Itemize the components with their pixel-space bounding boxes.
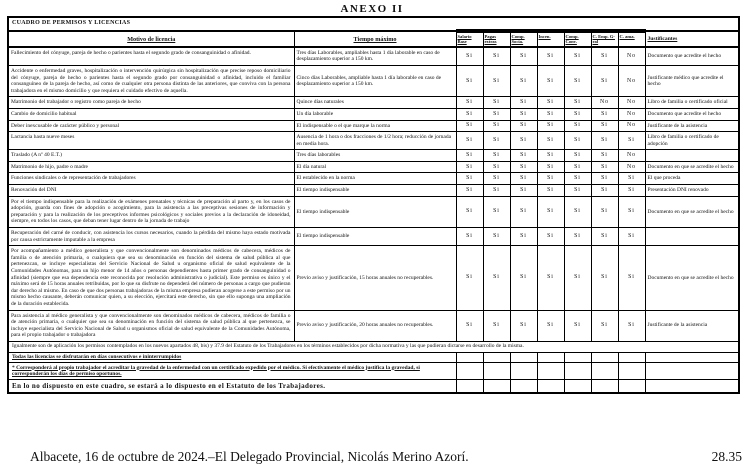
empty-cell xyxy=(537,363,564,380)
table-row xyxy=(8,196,739,227)
value-cell: Si xyxy=(564,310,591,341)
value-cell: No xyxy=(618,150,645,162)
value-cell: Si xyxy=(456,310,483,341)
value-cell: Si xyxy=(537,196,564,227)
tiempo-cell: Un día laborable xyxy=(294,108,456,120)
tiempo-cell: El día natural xyxy=(294,161,456,173)
value-cell: Si xyxy=(537,47,564,66)
value-cell: Si xyxy=(510,196,537,227)
value-cell: Si xyxy=(456,132,483,150)
header-tiempo: Tiempo máximo xyxy=(294,31,456,47)
value-cell: Si xyxy=(591,65,618,96)
value-cell: Si xyxy=(483,120,510,132)
table-row xyxy=(8,108,739,120)
note-row xyxy=(8,363,739,380)
value-cell: Si xyxy=(456,150,483,162)
value-cell: Si xyxy=(591,120,618,132)
empty-cell xyxy=(456,352,483,363)
value-cell: Si xyxy=(510,97,537,109)
value-cell: Si xyxy=(564,132,591,150)
value-cell: Si xyxy=(537,65,564,96)
empty-cell xyxy=(537,352,564,363)
motivo-cell: Fallecimiento del cónyuge, pareja de hecho o parientes hasta el segundo grado de consanguinidad o afinidad. xyxy=(8,47,294,66)
value-cell: Si xyxy=(618,246,645,310)
justificante-cell: Documento que acredite el hecho xyxy=(645,108,739,120)
note-text: Todas las licencias se disfrutarán en días consecutivos e ininterrumpidos xyxy=(8,352,456,363)
empty-cell xyxy=(591,352,618,363)
value-cell: Si xyxy=(537,132,564,150)
value-cell: Si xyxy=(618,310,645,341)
table-row xyxy=(8,173,739,185)
value-cell: Si xyxy=(483,228,510,246)
value-cell: Si xyxy=(591,150,618,162)
motivo-cell: Traslado (A nº 40 E.T.) xyxy=(8,150,294,162)
value-cell: Si xyxy=(510,150,537,162)
value-cell: Si xyxy=(564,196,591,227)
value-cell: No xyxy=(618,97,645,109)
note-text: En lo no dispuesto en este cuadro, se estará a lo dispuesto en el Estatuto de los Trabajadores. xyxy=(8,380,456,393)
value-cell: Si xyxy=(456,185,483,197)
empty-cell xyxy=(510,380,537,393)
tiempo-cell: El tiempo indispensable xyxy=(294,185,456,197)
header-motivo: Motivo de licencia xyxy=(8,31,294,47)
value-cell: Si xyxy=(483,161,510,173)
value-cell: Si xyxy=(591,108,618,120)
justificante-cell: Justificante médico que acredite el hecho xyxy=(645,65,739,96)
value-cell: Si xyxy=(483,97,510,109)
value-cell: Si xyxy=(564,228,591,246)
value-cell: Si xyxy=(564,47,591,66)
empty-cell xyxy=(537,380,564,393)
value-cell: Si xyxy=(618,228,645,246)
motivo-cell: Funciones sindicales o de representación de trabajadores xyxy=(8,173,294,185)
empty-cell xyxy=(564,363,591,380)
tiempo-cell: Tres días Laborables, ampliables hasta 1 día laborable en caso de desplazamiento superior a 150 km. xyxy=(294,47,456,66)
motivo-cell: Por el tiempo indispensable para la realización de exámenes prenatales y técnicas de preparación al parto y, en los casos de adopción, guarda con fines de adopción o acogimiento, para la asistencia a las preceptivas sesiones de información y preparación y para la realización de los preceptivos informes psicológicos y sociales previos a la declaración de idoneidad, siempre, en todos los casos, que deban tener lugar dentro de la jornada de trabajo xyxy=(8,196,294,227)
value-cell: Si xyxy=(564,120,591,132)
motivo-cell: Lactancia hasta nueve meses xyxy=(8,132,294,150)
value-cell: Si xyxy=(618,196,645,227)
value-cell: Si xyxy=(537,246,564,310)
empty-cell xyxy=(618,352,645,363)
empty-cell xyxy=(510,363,537,380)
value-cell: Si xyxy=(456,108,483,120)
value-cell: Si xyxy=(483,246,510,310)
justificante-cell: El que proceda xyxy=(645,173,739,185)
motivo-cell: Matrimonio de hijo, padre o madre xyxy=(8,161,294,173)
motivo-cell: Matrimonio del trabajador o registro como pareja de hecho xyxy=(8,97,294,109)
value-cell: Si xyxy=(591,196,618,227)
value-cell: Si xyxy=(618,132,645,150)
value-cell: Si xyxy=(537,161,564,173)
document-number: 28.35 xyxy=(711,449,742,464)
value-cell: Si xyxy=(510,108,537,120)
justificante-cell: Documento en que se acredite el hecho xyxy=(645,161,739,173)
table-row xyxy=(8,246,739,310)
value-cell: Si xyxy=(591,173,618,185)
signature-text: Albacete, 16 de octubre de 2024.–El Delegado Provincial, Nicolás Merino Azorí. xyxy=(30,449,469,464)
value-cell: Si xyxy=(483,108,510,120)
value-cell: Si xyxy=(483,196,510,227)
value-cell: Si xyxy=(510,185,537,197)
tiempo-cell: Cinco días Laborables, ampliable hasta 1 día laborable en caso de desplazamiento superior a 150 km. xyxy=(294,65,456,96)
value-cell: Si xyxy=(591,310,618,341)
value-cell: No xyxy=(591,97,618,109)
value-cell: Si xyxy=(591,132,618,150)
value-cell: Si xyxy=(537,310,564,341)
tiempo-cell: Tres días laborables xyxy=(294,150,456,162)
tiempo-cell: Previo aviso y justificación, 15 horas anuales no recuperables. xyxy=(294,246,456,310)
value-cell: Si xyxy=(483,47,510,66)
justificante-cell xyxy=(645,150,739,162)
empty-cell xyxy=(564,380,591,393)
empty-cell xyxy=(564,352,591,363)
table-row xyxy=(8,310,739,341)
value-cell: Si xyxy=(564,65,591,96)
justificante-cell xyxy=(645,228,739,246)
value-cell: Si xyxy=(591,246,618,310)
table-row xyxy=(8,132,739,150)
justificante-cell: Documento en que se acredite el hecho xyxy=(645,196,739,227)
note-row xyxy=(8,380,739,393)
tiempo-cell: El tiempo indispensable xyxy=(294,196,456,227)
value-cell: Si xyxy=(591,228,618,246)
value-cell: Si xyxy=(537,173,564,185)
table-row xyxy=(8,97,739,109)
value-cell: Si xyxy=(510,65,537,96)
empty-cell xyxy=(483,380,510,393)
tiempo-cell: Ausencia de 1 hora o dos fracciones de 1/2 hora; reducción de jornada en media hora. xyxy=(294,132,456,150)
value-cell: Si xyxy=(564,108,591,120)
empty-cell xyxy=(618,380,645,393)
header-concept: C. Emp. G-ral xyxy=(591,31,618,47)
value-cell: Si xyxy=(564,185,591,197)
value-cell: Si xyxy=(564,161,591,173)
tiempo-cell: El tiempo indispensable xyxy=(294,228,456,246)
justificante-cell: Justificante de la asistencia xyxy=(645,310,739,341)
table-row xyxy=(8,47,739,66)
value-cell: Si xyxy=(591,161,618,173)
value-cell: Si xyxy=(564,97,591,109)
justificante-cell: Presentación DNI renovado xyxy=(645,185,739,197)
value-cell: Si xyxy=(483,132,510,150)
value-cell: No xyxy=(618,108,645,120)
motivo-cell: Cambio de domicilio habitual xyxy=(8,108,294,120)
table-caption-row xyxy=(8,17,739,31)
value-cell: Si xyxy=(510,246,537,310)
value-cell: Si xyxy=(456,65,483,96)
tiempo-cell: Quince días naturales xyxy=(294,97,456,109)
value-cell: Si xyxy=(537,150,564,162)
value-cell: Si xyxy=(456,228,483,246)
value-cell: Si xyxy=(483,173,510,185)
value-cell: Si xyxy=(510,161,537,173)
value-cell: Si xyxy=(564,173,591,185)
value-cell: Si xyxy=(483,150,510,162)
value-cell: Si xyxy=(618,185,645,197)
signature-line xyxy=(0,449,744,465)
tiempo-cell: Previo aviso y justificación, 20 horas anuales no recuperables. xyxy=(294,310,456,341)
motivo-cell: Renovación del DNI xyxy=(8,185,294,197)
annex-title: ANEXO II xyxy=(340,3,404,15)
empty-cell xyxy=(483,363,510,380)
value-cell: Si xyxy=(564,246,591,310)
header-concept: Comp. Socia. xyxy=(510,31,537,47)
value-cell: Si xyxy=(510,47,537,66)
motivo-cell: Accidente o enfermedad graves, hospitalización o intervención quirúrgica sin hospitalización que precise reposo domiciliario del cónyuge, pareja de hecho o parientes hasta el segundo grado por consanguinidad o afinidad, incluido el familiar consanguíneo de la pareja de hecho, así como de cualquier otra persona distinta de las anteriores, que conviva con la persona trabajadora en el mismo domicilio y que requiera el cuidado efectivo de aquella. xyxy=(8,65,294,96)
empty-cell xyxy=(645,352,739,363)
value-cell: Si xyxy=(537,97,564,109)
table-row xyxy=(8,161,739,173)
motivo-cell: Por acompañamiento a médico generalista y que convencionalmente son denominados médicos de cabecera, médicos de familia o de atención primaria, o cualquiera que sea su denominación en función del sistema de salud pública al que pertenezcan, se incluye especialistas del Servicio Nacional de Salud u organismo oficial de salud equivalente de la Comunidades Autónomas, para un hijo menor de 14 años o personas dependientes hasta primer grado de consanguinidad o afinidad (siempre que esa dependencia este reconocida por resolución administrativa o judicial). Este permiso es único y el máximo será de 15 horas anuales retribuidas, por lo que su disfrute no dependerá del número de personas a cargo que pudieran dar derecho al mismo. En caso de que dos personas trabajadoras de la misma empresa pudieran acogerse a este permiso por un mismo hecho causante, deberán comunicar quien, a su elección, ejercitará este derecho, sin que ello suponga una ampliación de la duración establecida. xyxy=(8,246,294,310)
empty-cell xyxy=(645,380,739,393)
tiempo-cell: El indispensable o el que marque la norma xyxy=(294,120,456,132)
value-cell: Si xyxy=(537,185,564,197)
value-cell: Si xyxy=(537,120,564,132)
value-cell: No xyxy=(618,120,645,132)
tiempo-cell: El establecido en la norma xyxy=(294,173,456,185)
empty-cell xyxy=(456,363,483,380)
motivo-cell: Deber inexcusable de carácter público y personal xyxy=(8,120,294,132)
motivo-cell: Para asistencia al médico generalista y que convencionalmente son denominados médicos de cabecera, médicos de familia o de atención primaria, o cualquier que sea su denominación en función del sistema de salud pública al que pertenezca, se incluye especialista del Servicio Nacional de Salud u organismos oficial de salud equivalente de la Comunidades Autónoma, para el propio trabajador o trabajadora xyxy=(8,310,294,341)
value-cell: Si xyxy=(456,161,483,173)
value-cell: Si xyxy=(537,228,564,246)
header-concept: C. ama. xyxy=(618,31,645,47)
value-cell: Si xyxy=(537,108,564,120)
value-cell: Si xyxy=(510,173,537,185)
value-cell: Si xyxy=(483,310,510,341)
header-concept: Salario Base xyxy=(456,31,483,47)
value-cell: No xyxy=(618,47,645,66)
value-cell: Si xyxy=(483,185,510,197)
empty-cell xyxy=(456,380,483,393)
value-cell: Si xyxy=(618,173,645,185)
value-cell: Si xyxy=(510,120,537,132)
value-cell: Si xyxy=(591,47,618,66)
note-text: Igualmente son de aplicación los permisos contemplados en los nuevos apartados 48, bis) y 37.9 del Estatuto de los Trabajadores en los términos establecidos por dicha normativa y las que pudieran dictarse en desarrollo de la misma. xyxy=(8,341,739,352)
table-row xyxy=(8,228,739,246)
value-cell: Si xyxy=(510,310,537,341)
note-row xyxy=(8,352,739,363)
value-cell: Si xyxy=(591,185,618,197)
note-text: * Corresponderá al propio trabajador el acreditar la gravedad de la enfermedad con un certificado expedido por el médico. Si efectivamente el médico justifica la gravedad, si corresponderán los días de permiso oportunos. xyxy=(8,363,456,380)
value-cell: Si xyxy=(456,173,483,185)
value-cell: Si xyxy=(483,65,510,96)
permits-table-body xyxy=(8,47,739,393)
empty-cell xyxy=(618,363,645,380)
justificante-cell: Libro de familia o certificado oficial xyxy=(645,97,739,109)
value-cell: Si xyxy=(510,228,537,246)
justificante-cell: Justificante de la asistencia xyxy=(645,120,739,132)
header-concept: Pagas extras xyxy=(483,31,510,47)
header-justificantes: Justificantes xyxy=(645,31,739,47)
table-row xyxy=(8,120,739,132)
justificante-cell: Documento en que se acredite el hecho xyxy=(645,246,739,310)
value-cell: No xyxy=(618,65,645,96)
value-cell: Si xyxy=(456,246,483,310)
value-cell: No xyxy=(618,161,645,173)
table-caption: CUADRO DE PERMISOS Y LICENCIAS xyxy=(8,17,739,31)
table-header-row xyxy=(8,31,739,47)
permits-table xyxy=(7,16,740,394)
value-cell: Si xyxy=(456,120,483,132)
empty-cell xyxy=(591,363,618,380)
value-cell: Si xyxy=(456,196,483,227)
value-cell: Si xyxy=(456,97,483,109)
justificante-cell: Libro de familia o certificado de adopción xyxy=(645,132,739,150)
justificante-cell: Documento que acredite el hecho xyxy=(645,47,739,66)
empty-cell xyxy=(591,380,618,393)
value-cell: Si xyxy=(510,132,537,150)
header-concept: Comp. Conv. xyxy=(564,31,591,47)
table-row xyxy=(8,150,739,162)
empty-cell xyxy=(645,363,739,380)
value-cell: Si xyxy=(564,150,591,162)
motivo-cell: Recuperación del carné de conducir, con asistencia los cursos necesarios, cuando la pérdida del mismo haya estado motivada por causa estrictamente imputable a la empresa xyxy=(8,228,294,246)
note-row xyxy=(8,341,739,352)
header-concept: Incen. xyxy=(537,31,564,47)
empty-cell xyxy=(510,352,537,363)
value-cell: Si xyxy=(456,47,483,66)
empty-cell xyxy=(483,352,510,363)
table-row xyxy=(8,185,739,197)
table-row xyxy=(8,65,739,96)
